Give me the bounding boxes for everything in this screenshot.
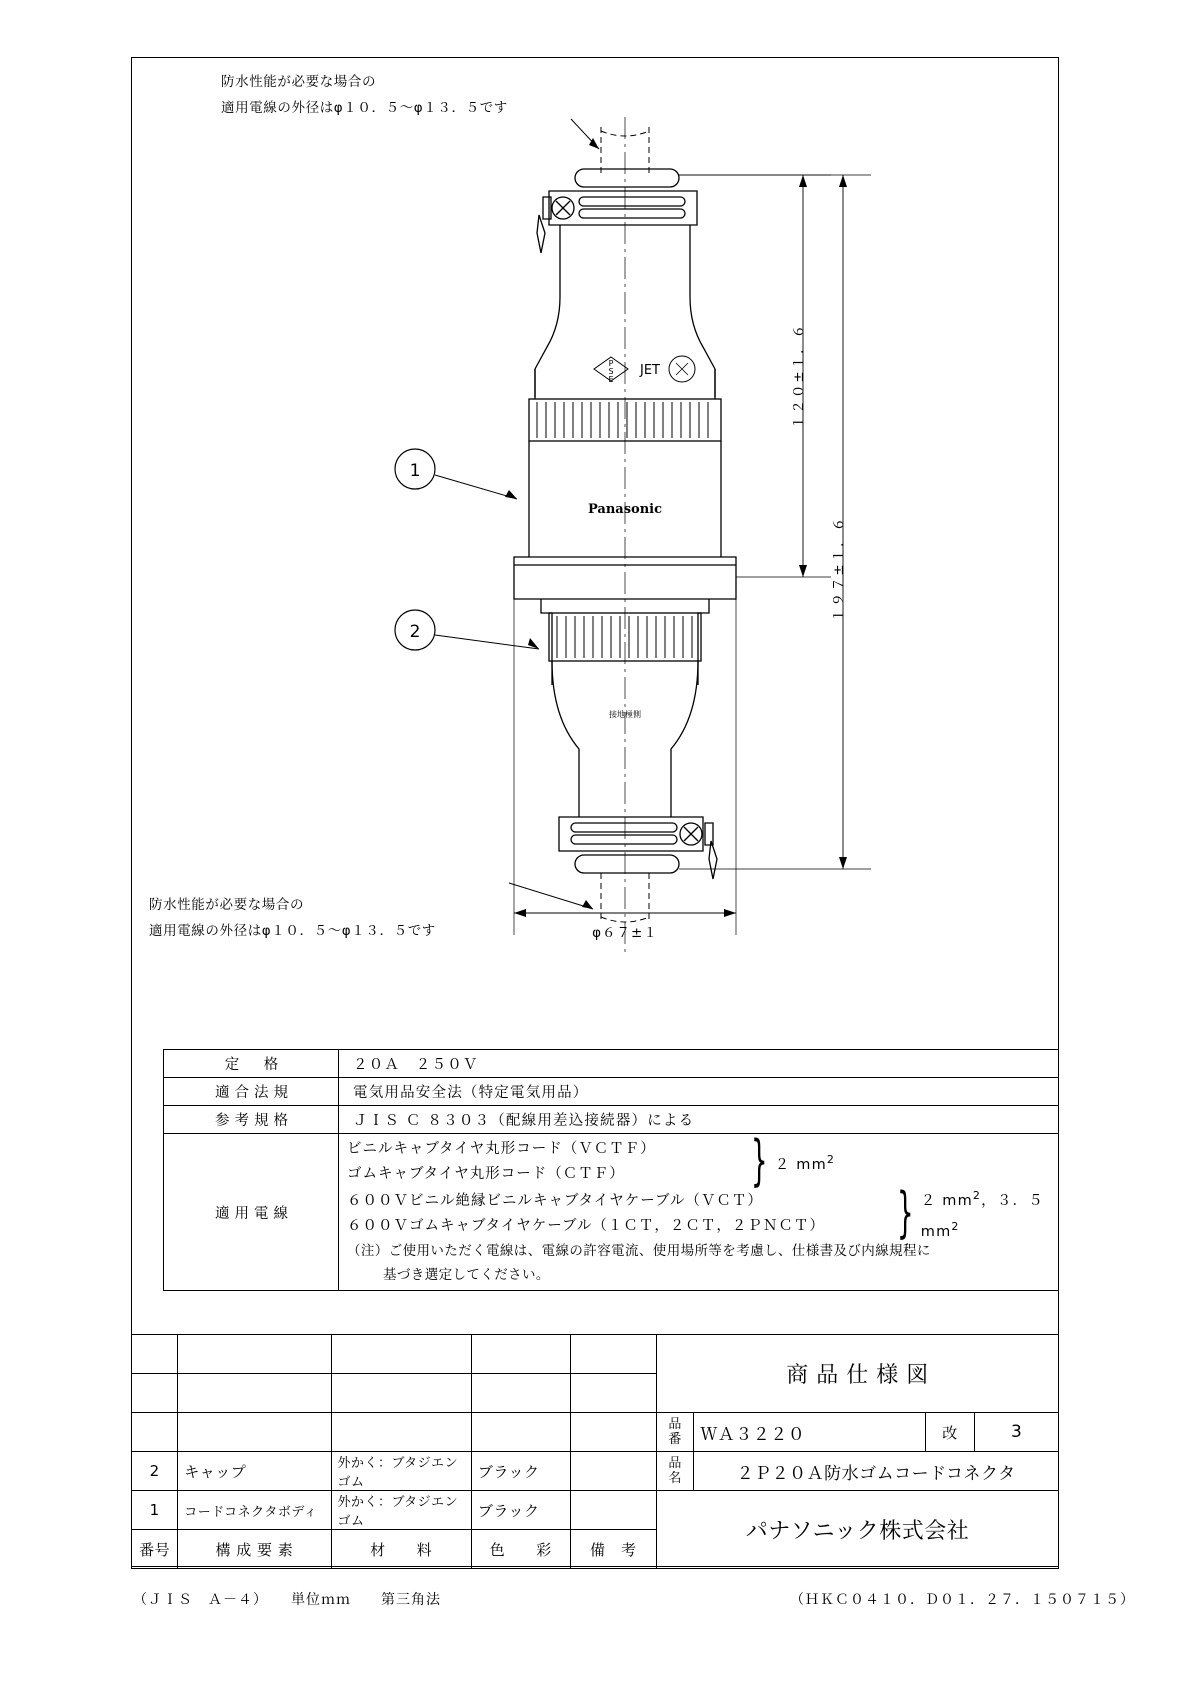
tb-empty-name-2	[178, 1374, 331, 1413]
wire-line-4: ６００Ｖゴムキャブタイヤケーブル（１ＣＴ，２ＣＴ，２ＰＮＣＴ）	[347, 1218, 825, 1234]
spec-label-regulation: 適合法規	[164, 1078, 339, 1106]
part-1-no: 1	[132, 1491, 178, 1530]
spec-row-standard	[164, 1106, 1059, 1134]
wire-note-line-1: （注）ご使用いただく電線は、電線の許容電流、使用場所等を考慮し、仕様書及び内線規程に	[347, 1243, 931, 1259]
tb-empty-name-1	[178, 1335, 331, 1374]
tb-empty-material-1	[331, 1335, 471, 1374]
note-top-line1: 防水性能が必要な場合の	[221, 74, 377, 90]
tb-empty-remark-2	[570, 1374, 656, 1413]
part-2-material: 外かく：ブタジエンゴム	[331, 1452, 471, 1491]
part-2-no: 2	[132, 1452, 178, 1491]
revision-value: 3	[975, 1413, 1059, 1452]
titleblock-row-3	[132, 1413, 1059, 1452]
note-bottom-line2: 適用電線の外径はφ１０．５～φ１３．５です	[149, 923, 436, 939]
product-number-value: ＷＡ３２２０	[694, 1413, 925, 1452]
product-number-label	[656, 1413, 693, 1452]
spec-value-regulation: 電気用品安全法（特定電気用品）	[339, 1078, 1059, 1106]
revision-label: 改	[925, 1413, 975, 1452]
tb-empty-no-1	[132, 1335, 178, 1374]
pse-mark-p: P	[608, 359, 614, 368]
part-1-color: ブラック	[471, 1491, 570, 1530]
pse-mark-s: S	[608, 367, 614, 376]
balloon-2-label: 2	[409, 622, 421, 642]
tb-empty-material-2	[331, 1374, 471, 1413]
tb-empty-color-1	[471, 1335, 570, 1374]
tb-empty-name-3	[178, 1413, 331, 1452]
tb-empty-no-2	[132, 1374, 178, 1413]
part-1-remark	[570, 1491, 656, 1530]
titleblock-row-1	[132, 1335, 1059, 1374]
header-component: 構 成 要 素	[178, 1530, 331, 1569]
ground-side-label: 接地極側	[609, 710, 641, 719]
tb-empty-no-3	[132, 1413, 178, 1452]
specification-table	[163, 1049, 1059, 1291]
footer-left: （ＪＩＳ Ａ－４） 単位ｍｍ 第三角法	[133, 1592, 441, 1608]
drawing-area	[131, 57, 1059, 1047]
title-block	[131, 1334, 1059, 1567]
header-no: 番号	[132, 1530, 178, 1569]
spec-row-wire	[164, 1134, 1059, 1291]
note-bottom-line1: 防水性能が必要な場合の	[149, 897, 305, 913]
header-remark: 備 考	[570, 1530, 656, 1569]
header-material: 材 料	[331, 1530, 471, 1569]
spec-value-standard: ＪＩＳ Ｃ ８３０３（配線用差込接続器）による	[339, 1106, 1059, 1134]
connector-drawing	[131, 57, 1059, 1047]
product-name-label-text: 品名	[668, 1456, 682, 1486]
product-name-value: ２Ｐ２０Ａ防水ゴムコードコネクタ	[694, 1452, 1059, 1491]
wire-size-1: ２ $mm^2$	[774, 1152, 836, 1173]
brand-label: Panasonic	[587, 502, 663, 517]
wire-size-2: ２ $mm^2$，３．５ $mm^2$	[920, 1189, 1044, 1240]
wire-note-line-2: 基づき選定してください。	[383, 1267, 550, 1283]
titleblock-row-part-2	[132, 1452, 1059, 1491]
wire-size-group-1	[741, 1130, 836, 1194]
product-name-label	[656, 1452, 693, 1491]
spec-row-regulation	[164, 1078, 1059, 1106]
dim-diameter: φ６７±１	[592, 925, 658, 941]
wire-line-2: ゴムキャブタイヤ丸形コード（ＣＴＦ）	[347, 1166, 625, 1182]
jet-mark-label: JET	[640, 363, 660, 378]
brace-icon-2: }	[897, 1182, 915, 1246]
note-top-line2: 適用電線の外径はφ１０．５～φ１３．５です	[221, 100, 508, 116]
spec-label-standard: 参考規格	[164, 1106, 339, 1134]
part-2-remark	[570, 1452, 656, 1491]
tb-empty-material-3	[331, 1413, 471, 1452]
wire-line-3: ６００Ｖビニル絶縁ビニルキャブタイヤケーブル（ＶＣＴ）	[347, 1193, 763, 1209]
spec-row-rating	[164, 1050, 1059, 1078]
spec-label-wire: 適用電線	[164, 1134, 339, 1291]
balloon-1-label: 1	[409, 461, 421, 481]
spec-value-rating: ２０Ａ ２５０Ｖ	[339, 1050, 1059, 1078]
part-1-material: 外かく：ブタジエンゴム	[331, 1491, 471, 1530]
product-number-label-text: 品番	[668, 1417, 682, 1447]
part-2-name: キャップ	[178, 1452, 331, 1491]
tb-empty-remark-1	[570, 1335, 656, 1374]
brace-icon-1: }	[751, 1130, 769, 1194]
spec-value-wire	[339, 1130, 1059, 1291]
tb-empty-remark-3	[570, 1413, 656, 1452]
pse-mark-e: E	[608, 375, 614, 384]
part-2-color: ブラック	[471, 1452, 570, 1491]
dim-upper-height: １２０±１．６	[791, 322, 807, 430]
tb-empty-color-3	[471, 1413, 570, 1452]
header-color: 色 彩	[471, 1530, 570, 1569]
wire-line-1: ビニルキャブタイヤ丸形コード（ＶＣＴＦ）	[347, 1141, 656, 1157]
company-name: パナソニック株式会社	[656, 1491, 1058, 1569]
tb-empty-color-2	[471, 1374, 570, 1413]
dim-total-height: １９７±１．６	[831, 515, 847, 623]
spec-label-rating: 定 格	[164, 1050, 339, 1078]
footer-right: （ＨＫＣ０４１０．Ｄ０１．２７．１５０７１５）	[790, 1592, 1135, 1608]
drawing-title: 商 品 仕 様 図	[656, 1335, 1058, 1413]
wire-size-group-2	[887, 1182, 1050, 1246]
titleblock-row-part-1	[132, 1491, 1059, 1530]
part-1-name: コードコネクタボディ	[178, 1491, 331, 1530]
